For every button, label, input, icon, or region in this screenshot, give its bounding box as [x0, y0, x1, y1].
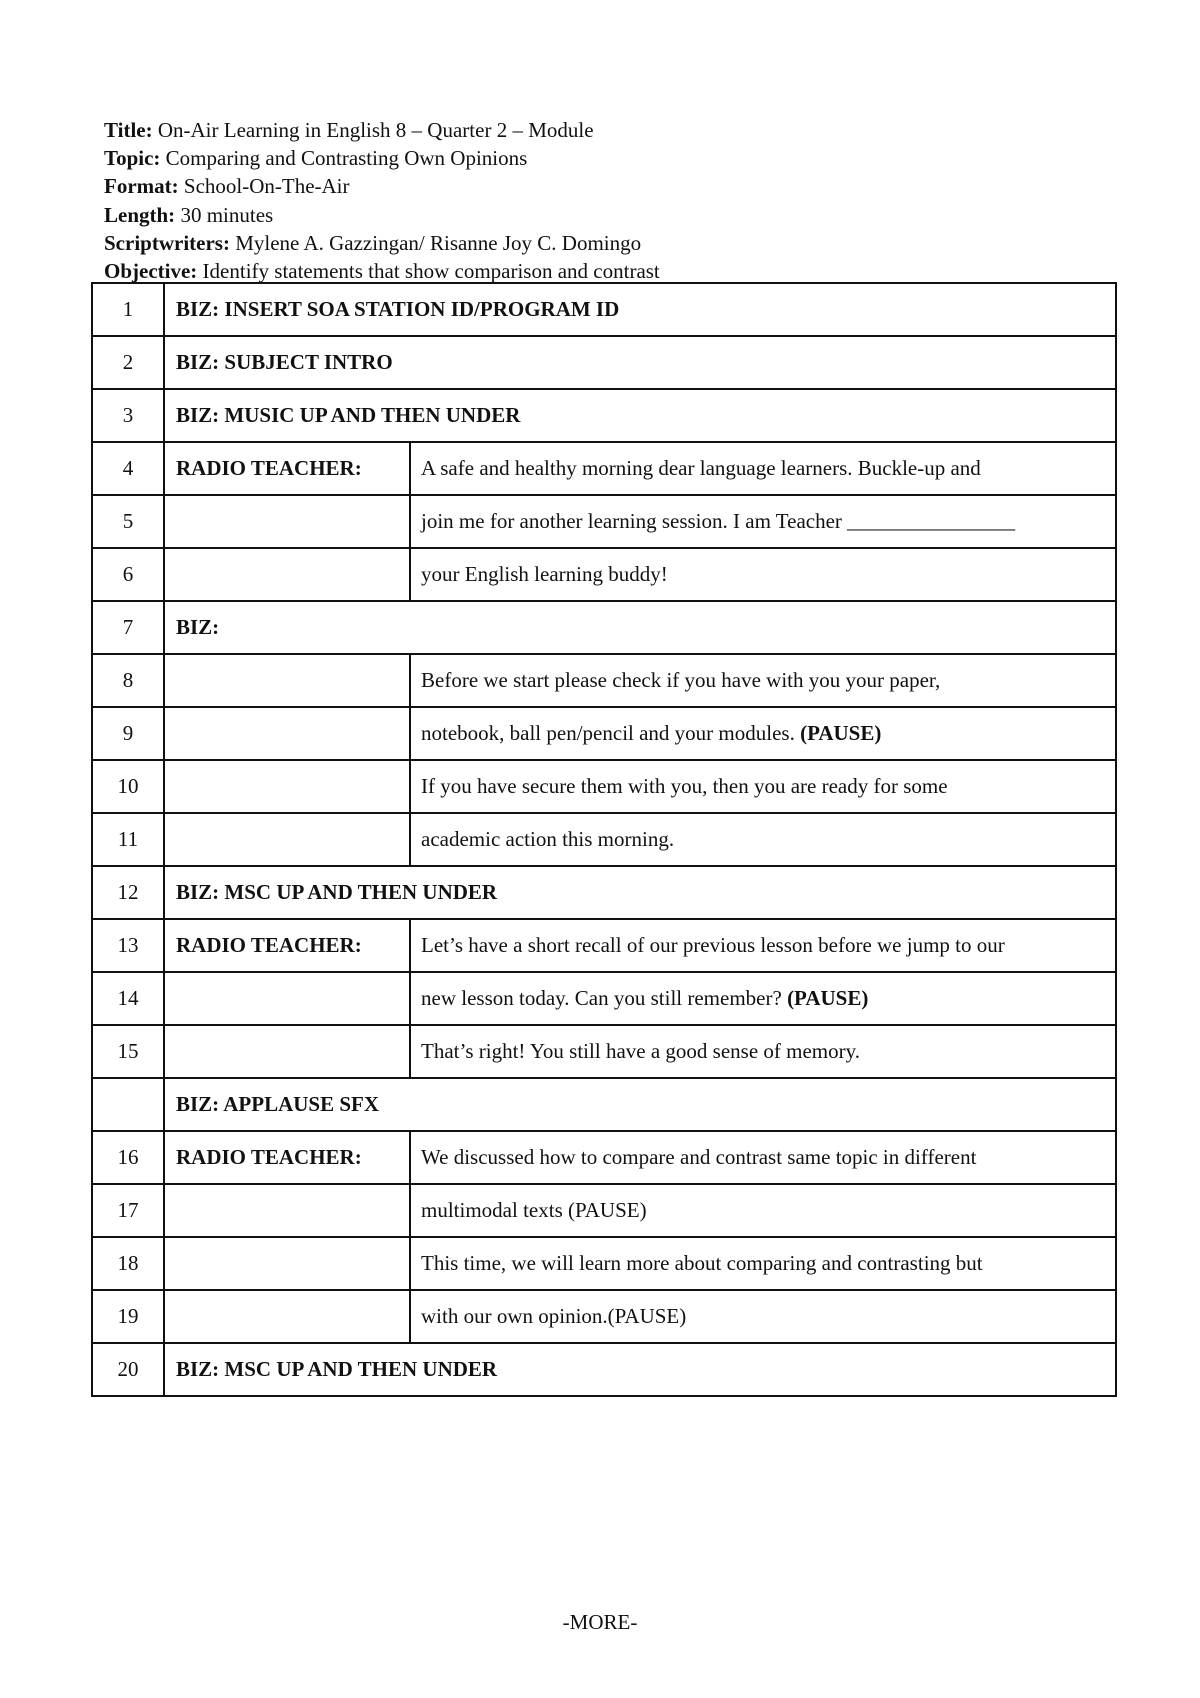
script-header: [104, 116, 1104, 285]
script-text: That’s right! You still have a good sense of memory.: [410, 1025, 1116, 1078]
biz-cue: BIZ: APPLAUSE SFX: [164, 1078, 1116, 1131]
table-row: [92, 919, 1116, 972]
pause-cue: (PAUSE): [800, 721, 882, 745]
table-row: [92, 1290, 1116, 1343]
table-row: [92, 1025, 1116, 1078]
speaker-role: [164, 972, 410, 1025]
speaker-role: [164, 1184, 410, 1237]
biz-cue: BIZ: SUBJECT INTRO: [164, 336, 1116, 389]
biz-cue: BIZ: INSERT SOA STATION ID/PROGRAM ID: [164, 283, 1116, 336]
scriptwriters-line: [104, 229, 1104, 257]
speaker-role: [164, 707, 410, 760]
line-number: 19: [92, 1290, 164, 1343]
format-line: [104, 172, 1104, 200]
script-text: your English learning buddy!: [410, 548, 1116, 601]
table-row: [92, 972, 1116, 1025]
table-row: [92, 283, 1116, 336]
table-row: [92, 336, 1116, 389]
line-number: 9: [92, 707, 164, 760]
speaker-role: [164, 548, 410, 601]
line-number: 5: [92, 495, 164, 548]
speaker-role: RADIO TEACHER:: [164, 442, 410, 495]
table-row: [92, 707, 1116, 760]
line-number: 20: [92, 1343, 164, 1396]
speaker-role: [164, 654, 410, 707]
length-label: Length:: [104, 202, 176, 227]
speaker-role: [164, 1290, 410, 1343]
line-number: 18: [92, 1237, 164, 1290]
table-row: [92, 1078, 1116, 1131]
table-row: [92, 442, 1116, 495]
table-row: [92, 389, 1116, 442]
table-row: [92, 813, 1116, 866]
script-text: If you have secure them with you, then you are ready for some: [410, 760, 1116, 813]
script-text: A safe and healthy morning dear language learners. Buckle-up and: [410, 442, 1116, 495]
line-number: 3: [92, 389, 164, 442]
objective-value: Identify statements that show comparison and contrast: [197, 259, 660, 284]
pause-cue: (PAUSE): [787, 986, 869, 1010]
table-row: [92, 1343, 1116, 1396]
line-number: 11: [92, 813, 164, 866]
speaker-role: [164, 813, 410, 866]
table-row: [92, 601, 1116, 654]
length-line: [104, 201, 1104, 229]
speaker-role: [164, 760, 410, 813]
script-text: We discussed how to compare and contrast same topic in different: [410, 1131, 1116, 1184]
line-number: 17: [92, 1184, 164, 1237]
script-text-plain: notebook, ball pen/pencil and your modules.: [421, 721, 801, 745]
biz-cue: BIZ: MSC UP AND THEN UNDER: [164, 866, 1116, 919]
topic-value: Comparing and Contrasting Own Opinions: [160, 146, 528, 171]
objective-line: [104, 257, 1104, 285]
line-number: 7: [92, 601, 164, 654]
table-row: [92, 1184, 1116, 1237]
table-row: [92, 548, 1116, 601]
title-line: [104, 116, 1104, 144]
line-number: 15: [92, 1025, 164, 1078]
table-row: [92, 1237, 1116, 1290]
table-row: [92, 654, 1116, 707]
line-number: 1: [92, 283, 164, 336]
line-number: [92, 1078, 164, 1131]
line-number: 13: [92, 919, 164, 972]
table-row: [92, 760, 1116, 813]
line-number: 10: [92, 760, 164, 813]
format-value: School-On-The-Air: [178, 174, 350, 199]
script-text: academic action this morning.: [410, 813, 1116, 866]
line-number: 8: [92, 654, 164, 707]
speaker-role: [164, 495, 410, 548]
objective-label: Objective:: [104, 259, 198, 284]
script-text: This time, we will learn more about comparing and contrasting but: [410, 1237, 1116, 1290]
biz-cue: BIZ: MSC UP AND THEN UNDER: [164, 1343, 1116, 1396]
script-text: with our own opinion.(PAUSE): [410, 1290, 1116, 1343]
script-text: multimodal texts (PAUSE): [410, 1184, 1116, 1237]
topic-line: [104, 144, 1104, 172]
table-row: [92, 495, 1116, 548]
page-footer-more: -MORE-: [562, 1610, 638, 1634]
script-text: join me for another learning session. I am Teacher ________________: [410, 495, 1116, 548]
title-label: Title:: [104, 118, 153, 142]
table-row: [92, 866, 1116, 919]
format-label: Format:: [104, 174, 179, 199]
script-text: Before we start please check if you have with you your paper,: [410, 654, 1116, 707]
script-table: [91, 282, 1117, 1397]
scriptwriters-value: Mylene A. Gazzingan/ Risanne Joy C. Domingo: [229, 230, 642, 255]
speaker-role: RADIO TEACHER:: [164, 1131, 410, 1184]
speaker-role: RADIO TEACHER:: [164, 919, 410, 972]
table-row: [92, 1131, 1116, 1184]
biz-cue: BIZ: MUSIC UP AND THEN UNDER: [164, 389, 1116, 442]
line-number: 14: [92, 972, 164, 1025]
line-number: 6: [92, 548, 164, 601]
biz-cue: BIZ:: [164, 601, 1116, 654]
script-text: [410, 972, 1116, 1025]
line-number: 12: [92, 866, 164, 919]
script-text: Let’s have a short recall of our previous lesson before we jump to our: [410, 919, 1116, 972]
topic-label: Topic:: [104, 146, 161, 171]
script-text-plain: new lesson today. Can you still remember?: [421, 986, 788, 1010]
speaker-role: [164, 1237, 410, 1290]
line-number: 2: [92, 336, 164, 389]
speaker-role: [164, 1025, 410, 1078]
scriptwriters-label: Scriptwriters:: [104, 230, 230, 255]
script-text: [410, 707, 1116, 760]
line-number: 16: [92, 1131, 164, 1184]
title-value: On-Air Learning in English 8 – Quarter 2 – Module: [152, 118, 594, 142]
line-number: 4: [92, 442, 164, 495]
length-value: 30 minutes: [175, 202, 274, 227]
